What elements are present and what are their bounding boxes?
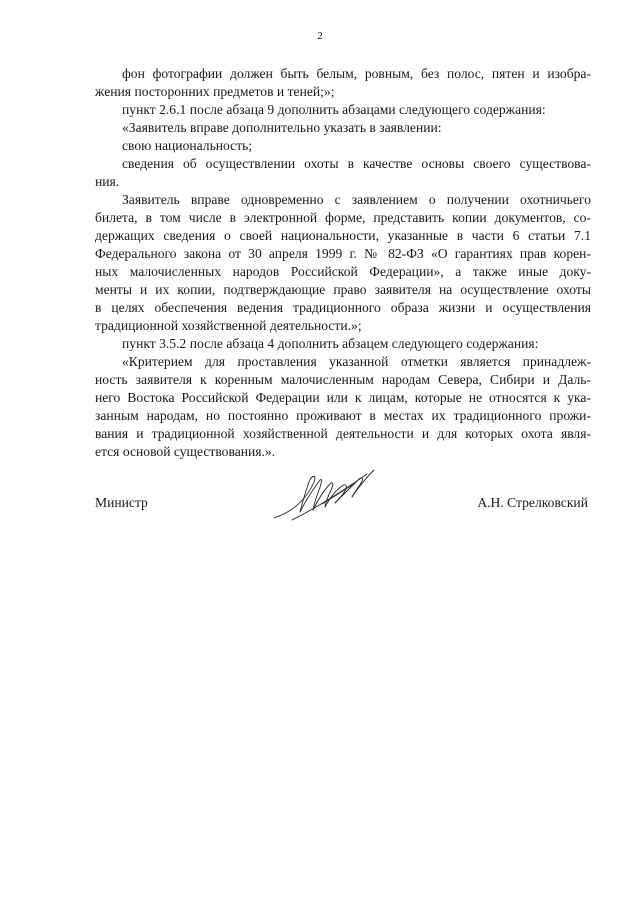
text-line: фон фотографии должен быть белым, ровным, без полос, пятен и изобра- [122, 66, 591, 81]
text-line: билета, в том числе в электронной форме, представить копии документов, со- [95, 210, 591, 225]
signatory-name: А.Н. Стрелковский [477, 495, 588, 510]
text-line: жения посторонних предметов и теней;»; [95, 84, 335, 99]
text-line: ния. [95, 174, 120, 189]
text-line: пункт 3.5.2 после абзаца 4 дополнить абзацем следующего содержания: [122, 336, 539, 351]
signature-block [0, 495, 640, 535]
text-line: занным народам, но постоянно проживают в местах их традиционного прожи- [95, 408, 591, 423]
signatory-title: Министр [95, 495, 148, 510]
text-line: держащих сведения о своей национальности, указанные в части 6 статьи 7.1 [95, 228, 591, 243]
text-line: «Заявитель вправе дополнительно указать в заявлении: [122, 120, 442, 135]
text-line: сведения об осуществлении охоты в качестве основы своего существова- [122, 156, 591, 171]
page-number: 2 [317, 30, 323, 42]
text-line: в целях обеспечения ведения традиционного образа жизни и осуществления [95, 300, 591, 315]
text-line: ных малочисленных народов Российской Федерации», а также иные доку- [95, 264, 591, 279]
text-line: ется основой существования.». [95, 444, 276, 459]
text-line: менты и их копии, подтверждающие право заявителя на осуществление охоты [95, 282, 591, 297]
text-line: свою национальность; [122, 138, 253, 153]
text-line: традиционной хозяйственной деятельности.»; [95, 318, 362, 333]
text-line: вания и традиционной хозяйственной деятельности и для которых охота явля- [95, 426, 591, 441]
text-line: Заявитель вправе одновременно с заявлением о получении охотничьего [122, 192, 591, 207]
text-line: него Востока Российской Федерации или к лицам, которые не относятся к ука- [95, 390, 591, 405]
text-line: Федерального закона от 30 апреля 1999 г. № 82-ФЗ «О гарантиях прав корен- [95, 246, 591, 261]
text-line: ность заявителя к коренным малочисленным народам Севера, Сибири и Даль- [95, 372, 591, 387]
text-line: пункт 2.6.1 после абзаца 9 дополнить абзацами следующего содержания: [122, 102, 546, 117]
text-line: «Критерием для проставления указанной отметки является принадлеж- [122, 354, 591, 369]
